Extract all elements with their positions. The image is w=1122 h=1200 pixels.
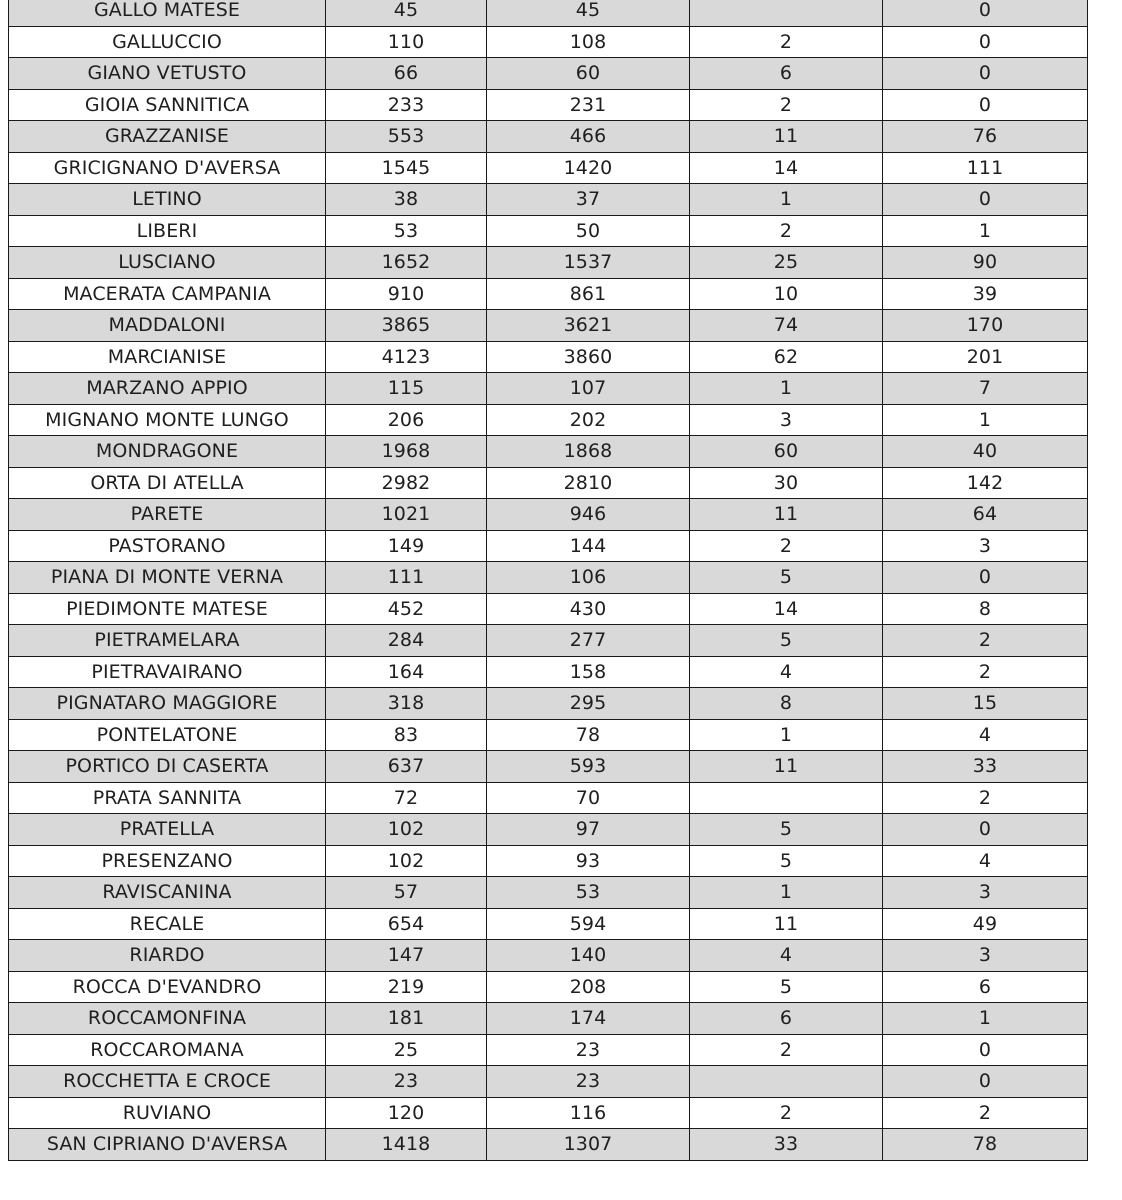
table-row [9,184,1088,216]
value-cell-1: 102 [326,814,487,846]
value-cell-2: 295 [487,688,690,720]
value-cell-2: 208 [487,971,690,1003]
table-row [9,1034,1088,1066]
value-cell-1: 102 [326,845,487,877]
value-cell-2: 107 [487,373,690,405]
value-cell-3: 5 [690,814,883,846]
value-cell-3: 2 [690,1034,883,1066]
value-cell-3 [690,0,883,26]
value-cell-1: 1021 [326,499,487,531]
municipality-cell: ROCCAROMANA [9,1034,326,1066]
value-cell-2: 1868 [487,436,690,468]
value-cell-3: 6 [690,1003,883,1035]
value-cell-4: 7 [883,373,1088,405]
table-body [9,0,1088,1160]
value-cell-1: 83 [326,719,487,751]
municipality-cell: RIARDO [9,940,326,972]
value-cell-1: 115 [326,373,487,405]
value-cell-1: 66 [326,58,487,90]
value-cell-2: 50 [487,215,690,247]
value-cell-3: 5 [690,562,883,594]
value-cell-4: 3 [883,940,1088,972]
value-cell-3: 1 [690,184,883,216]
municipality-cell: MARCIANISE [9,341,326,373]
value-cell-4: 33 [883,751,1088,783]
value-cell-3: 11 [690,121,883,153]
municipality-cell: ROCCHETTA E CROCE [9,1066,326,1098]
value-cell-1: 164 [326,656,487,688]
value-cell-1: 147 [326,940,487,972]
value-cell-2: 108 [487,26,690,58]
municipality-cell: GRICIGNANO D'AVERSA [9,152,326,184]
value-cell-2: 78 [487,719,690,751]
municipality-cell: PIETRAVAIRANO [9,656,326,688]
value-cell-1: 3865 [326,310,487,342]
municipality-cell: PIETRAMELARA [9,625,326,657]
value-cell-4: 0 [883,26,1088,58]
value-cell-4: 2 [883,1097,1088,1129]
municipality-cell: RAVISCANINA [9,877,326,909]
value-cell-4: 3 [883,530,1088,562]
value-cell-1: 181 [326,1003,487,1035]
table-row [9,940,1088,972]
value-cell-3: 25 [690,247,883,279]
value-cell-3: 14 [690,593,883,625]
municipality-cell: PIGNATARO MAGGIORE [9,688,326,720]
table-row [9,436,1088,468]
municipality-cell: PARETE [9,499,326,531]
value-cell-2: 116 [487,1097,690,1129]
value-cell-1: 57 [326,877,487,909]
value-cell-4: 6 [883,971,1088,1003]
value-cell-1: 910 [326,278,487,310]
value-cell-1: 120 [326,1097,487,1129]
value-cell-2: 70 [487,782,690,814]
value-cell-4: 40 [883,436,1088,468]
value-cell-1: 23 [326,1066,487,1098]
value-cell-1: 38 [326,184,487,216]
value-cell-3: 30 [690,467,883,499]
table-row [9,814,1088,846]
value-cell-2: 946 [487,499,690,531]
value-cell-4: 2 [883,625,1088,657]
table-row [9,467,1088,499]
municipality-cell: GIOIA SANNITICA [9,89,326,121]
value-cell-2: 231 [487,89,690,121]
value-cell-1: 111 [326,562,487,594]
table-row [9,971,1088,1003]
value-cell-4: 15 [883,688,1088,720]
value-cell-3: 74 [690,310,883,342]
value-cell-2: 1307 [487,1129,690,1161]
municipality-cell: ROCCA D'EVANDRO [9,971,326,1003]
value-cell-1: 72 [326,782,487,814]
value-cell-3: 2 [690,215,883,247]
value-cell-1: 1545 [326,152,487,184]
municipality-cell: LUSCIANO [9,247,326,279]
municipality-cell: GALLO MATESE [9,0,326,26]
table-row [9,1003,1088,1035]
value-cell-4: 4 [883,845,1088,877]
value-cell-3: 1 [690,373,883,405]
value-cell-4: 39 [883,278,1088,310]
municipality-cell: PRESENZANO [9,845,326,877]
value-cell-1: 53 [326,215,487,247]
municipality-cell: SAN CIPRIANO D'AVERSA [9,1129,326,1161]
value-cell-1: 149 [326,530,487,562]
table-row [9,499,1088,531]
value-cell-1: 637 [326,751,487,783]
table-row [9,530,1088,562]
value-cell-1: 2982 [326,467,487,499]
municipality-cell: PONTELATONE [9,719,326,751]
value-cell-4: 170 [883,310,1088,342]
value-cell-4: 1 [883,404,1088,436]
municipality-cell: MIGNANO MONTE LUNGO [9,404,326,436]
value-cell-3: 2 [690,530,883,562]
table-row [9,58,1088,90]
value-cell-1: 452 [326,593,487,625]
municipality-cell: MADDALONI [9,310,326,342]
municipality-table [8,0,1088,1161]
value-cell-4: 0 [883,0,1088,26]
value-cell-2: 202 [487,404,690,436]
value-cell-2: 106 [487,562,690,594]
value-cell-2: 2810 [487,467,690,499]
value-cell-3: 62 [690,341,883,373]
table-row [9,908,1088,940]
value-cell-3 [690,1066,883,1098]
value-cell-1: 4123 [326,341,487,373]
municipality-cell: MONDRAGONE [9,436,326,468]
value-cell-2: 174 [487,1003,690,1035]
value-cell-4: 2 [883,782,1088,814]
table-row [9,0,1088,26]
table-row [9,1129,1088,1161]
table-row [9,877,1088,909]
value-cell-3: 5 [690,625,883,657]
value-cell-1: 25 [326,1034,487,1066]
value-cell-2: 430 [487,593,690,625]
value-cell-3: 1 [690,877,883,909]
value-cell-2: 45 [487,0,690,26]
value-cell-4: 8 [883,593,1088,625]
table-row [9,404,1088,436]
municipality-cell: LIBERI [9,215,326,247]
value-cell-2: 144 [487,530,690,562]
table-row [9,719,1088,751]
municipality-cell: LETINO [9,184,326,216]
value-cell-4: 142 [883,467,1088,499]
value-cell-2: 594 [487,908,690,940]
value-cell-4: 0 [883,1066,1088,1098]
value-cell-2: 593 [487,751,690,783]
municipality-cell: RUVIANO [9,1097,326,1129]
value-cell-3: 11 [690,751,883,783]
value-cell-1: 233 [326,89,487,121]
value-cell-4: 3 [883,877,1088,909]
value-cell-3: 11 [690,499,883,531]
value-cell-2: 97 [487,814,690,846]
value-cell-1: 1652 [326,247,487,279]
value-cell-4: 2 [883,656,1088,688]
value-cell-4: 0 [883,184,1088,216]
table-row [9,341,1088,373]
table-row [9,215,1088,247]
value-cell-3: 2 [690,26,883,58]
value-cell-3: 2 [690,1097,883,1129]
value-cell-2: 1537 [487,247,690,279]
value-cell-4: 4 [883,719,1088,751]
value-cell-2: 158 [487,656,690,688]
value-cell-3: 60 [690,436,883,468]
value-cell-2: 466 [487,121,690,153]
municipality-cell: ORTA DI ATELLA [9,467,326,499]
table-row [9,1066,1088,1098]
value-cell-2: 3621 [487,310,690,342]
value-cell-2: 37 [487,184,690,216]
municipality-cell: PIANA DI MONTE VERNA [9,562,326,594]
value-cell-3: 11 [690,908,883,940]
municipality-cell: RECALE [9,908,326,940]
value-cell-4: 0 [883,89,1088,121]
table-row [9,310,1088,342]
table-row [9,751,1088,783]
value-cell-1: 1968 [326,436,487,468]
municipality-cell: PORTICO DI CASERTA [9,751,326,783]
value-cell-1: 553 [326,121,487,153]
municipality-cell: MACERATA CAMPANIA [9,278,326,310]
value-cell-2: 93 [487,845,690,877]
table-row [9,121,1088,153]
value-cell-4: 1 [883,215,1088,247]
table-row [9,782,1088,814]
value-cell-4: 49 [883,908,1088,940]
table-row [9,247,1088,279]
value-cell-4: 90 [883,247,1088,279]
value-cell-1: 1418 [326,1129,487,1161]
value-cell-2: 277 [487,625,690,657]
table-row [9,26,1088,58]
municipality-cell: MARZANO APPIO [9,373,326,405]
value-cell-2: 23 [487,1066,690,1098]
value-cell-3: 5 [690,845,883,877]
value-cell-2: 3860 [487,341,690,373]
value-cell-4: 1 [883,1003,1088,1035]
table-row [9,278,1088,310]
municipality-cell: GIANO VETUSTO [9,58,326,90]
municipality-cell: PRATA SANNITA [9,782,326,814]
value-cell-3: 3 [690,404,883,436]
value-cell-3: 14 [690,152,883,184]
value-cell-4: 0 [883,562,1088,594]
municipality-cell: PIEDIMONTE MATESE [9,593,326,625]
value-cell-3: 33 [690,1129,883,1161]
value-cell-3: 4 [690,656,883,688]
value-cell-3: 1 [690,719,883,751]
value-cell-1: 110 [326,26,487,58]
value-cell-3: 6 [690,58,883,90]
value-cell-4: 0 [883,814,1088,846]
value-cell-4: 0 [883,1034,1088,1066]
table-row [9,562,1088,594]
value-cell-3: 8 [690,688,883,720]
table-row [9,688,1088,720]
value-cell-4: 76 [883,121,1088,153]
table-row [9,593,1088,625]
value-cell-3: 4 [690,940,883,972]
value-cell-4: 111 [883,152,1088,184]
value-cell-2: 1420 [487,152,690,184]
value-cell-2: 861 [487,278,690,310]
table-row [9,656,1088,688]
table-row [9,89,1088,121]
value-cell-3: 2 [690,89,883,121]
value-cell-1: 284 [326,625,487,657]
value-cell-1: 45 [326,0,487,26]
value-cell-1: 206 [326,404,487,436]
table-row [9,373,1088,405]
table-row [9,1097,1088,1129]
table-row [9,845,1088,877]
value-cell-1: 219 [326,971,487,1003]
municipality-cell: GALLUCCIO [9,26,326,58]
value-cell-2: 53 [487,877,690,909]
value-cell-4: 0 [883,58,1088,90]
table-row [9,625,1088,657]
municipality-cell: ROCCAMONFINA [9,1003,326,1035]
value-cell-4: 64 [883,499,1088,531]
value-cell-3: 5 [690,971,883,1003]
value-cell-3: 10 [690,278,883,310]
value-cell-3 [690,782,883,814]
value-cell-4: 78 [883,1129,1088,1161]
value-cell-4: 201 [883,341,1088,373]
value-cell-2: 140 [487,940,690,972]
value-cell-1: 318 [326,688,487,720]
value-cell-2: 60 [487,58,690,90]
municipality-cell: PASTORANO [9,530,326,562]
value-cell-2: 23 [487,1034,690,1066]
table-row [9,152,1088,184]
value-cell-1: 654 [326,908,487,940]
municipality-cell: GRAZZANISE [9,121,326,153]
municipality-cell: PRATELLA [9,814,326,846]
